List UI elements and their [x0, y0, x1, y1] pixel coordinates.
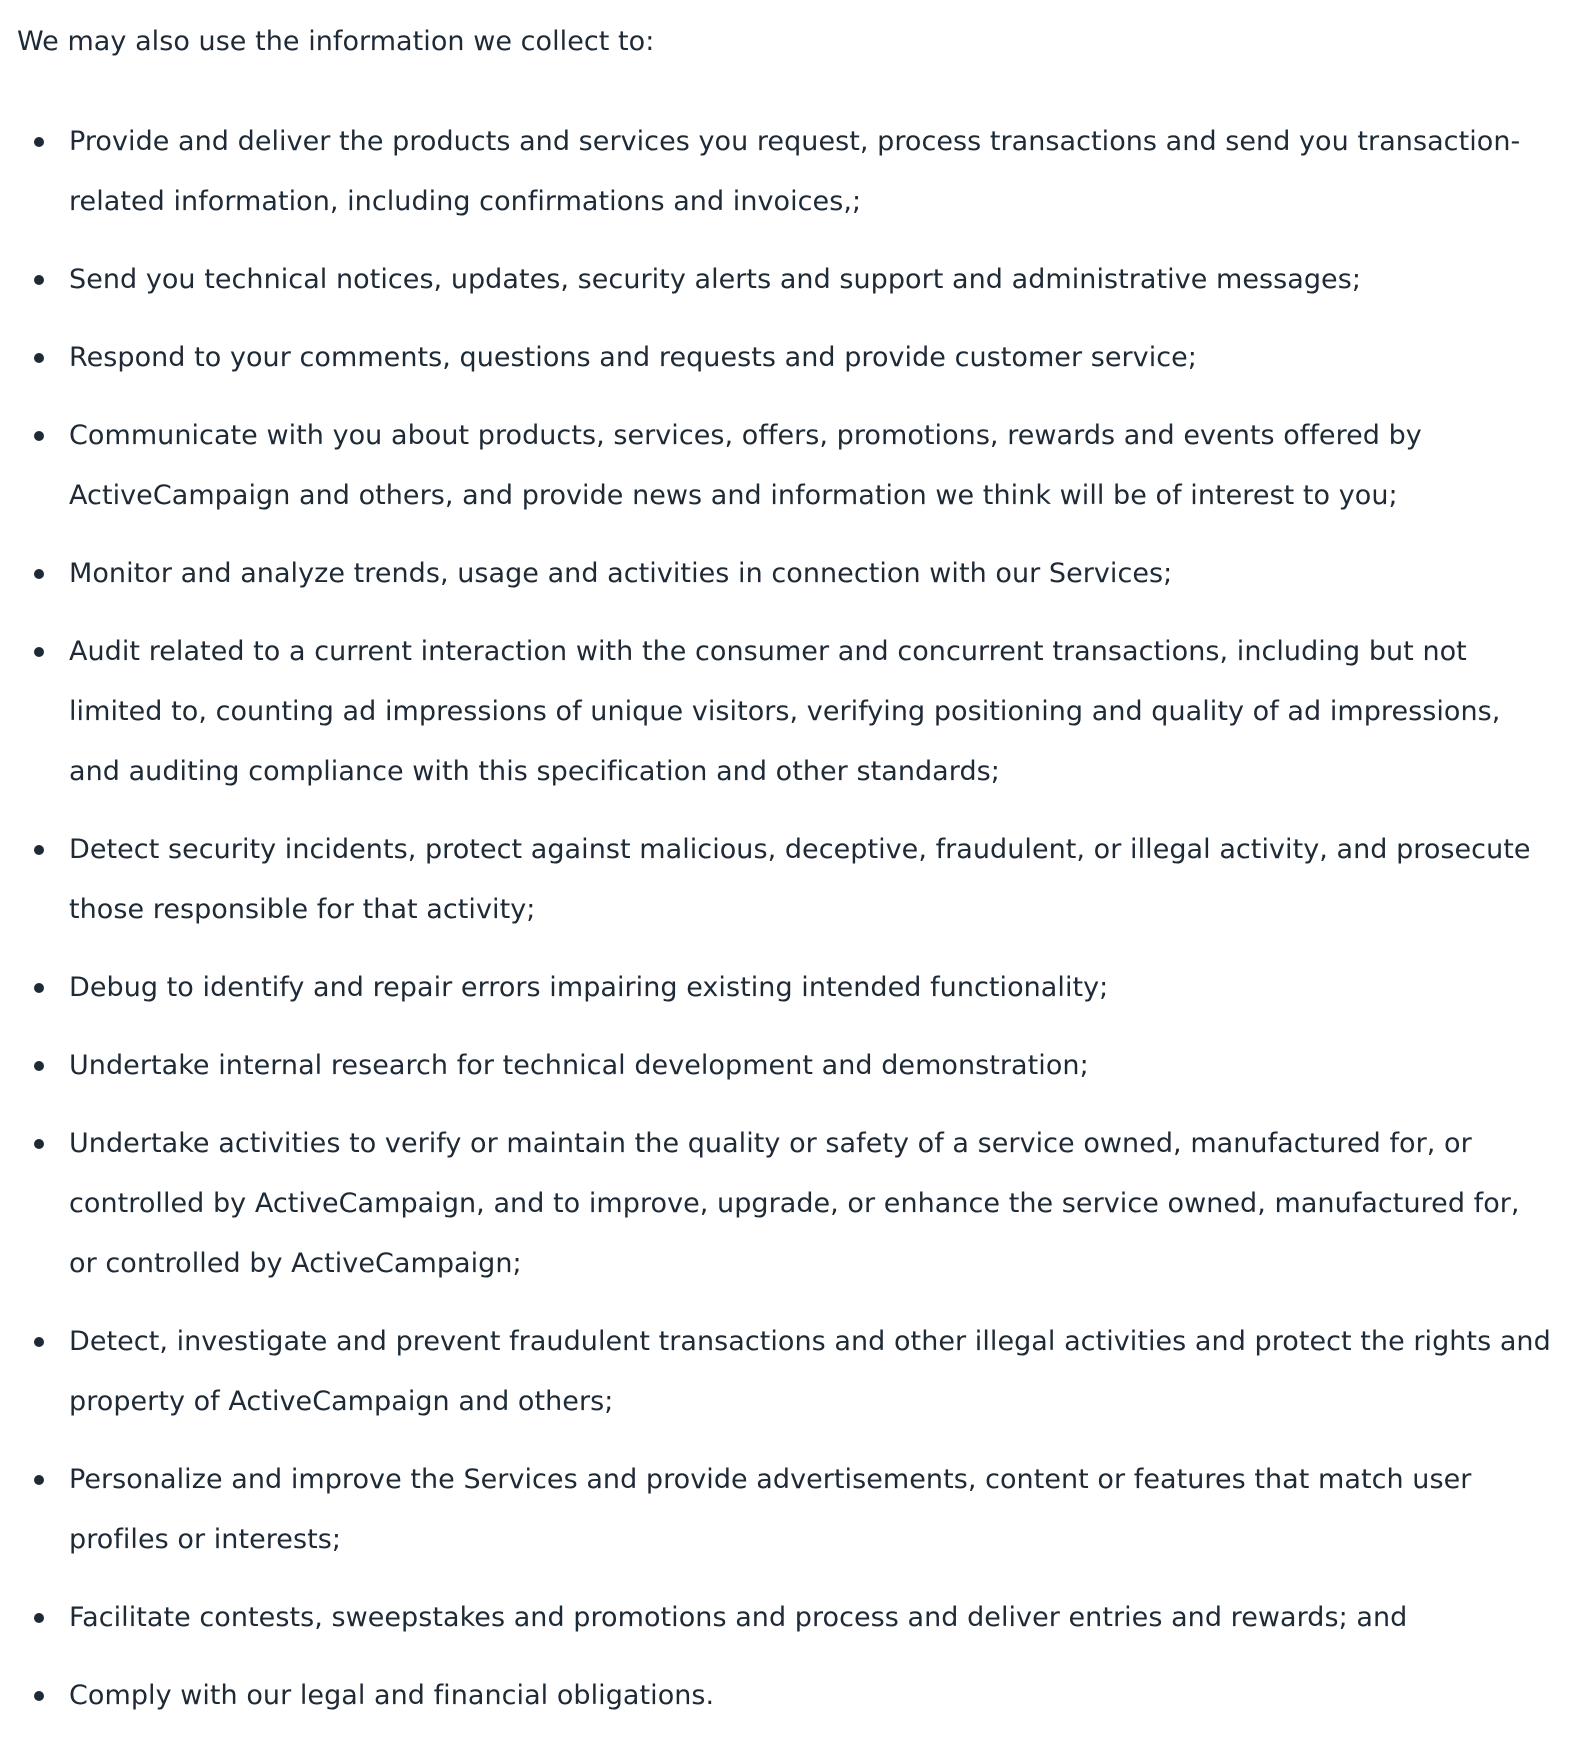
list-item-text: Audit related to a current interaction with the consumer and concurrent transactions, including but not limited to, counting ad impressions of unique visitors, verifying positioning and quality of ad impressions, and auditing compliance with this specification and other standards;: [69, 636, 1501, 787]
bullet-icon: [34, 1139, 44, 1149]
bullet-icon: [34, 569, 44, 579]
list-item: [17, 328, 1552, 388]
list-item-text: Undertake internal research for technical development and demonstration;: [69, 1050, 1089, 1081]
bullet-icon: [34, 1691, 44, 1701]
list-item: [17, 1114, 1552, 1294]
list-item: [17, 544, 1552, 604]
list-item-text: Communicate with you about products, services, offers, promotions, rewards and events offered by ActiveCampaign and others, and provide news and information we think will be of interest to you;: [69, 420, 1422, 511]
bullet-icon: [34, 275, 44, 285]
list-item-text: Detect, investigate and prevent fraudulent transactions and other illegal activities and protect the rights and property of ActiveCampaign and others;: [69, 1326, 1551, 1417]
bullet-icon: [34, 431, 44, 441]
list-item: [17, 1666, 1552, 1726]
list-item: [17, 820, 1552, 940]
bullet-icon: [34, 845, 44, 855]
list-item-text: Debug to identify and repair errors impairing existing intended functionality;: [69, 972, 1109, 1003]
list-item-text: Monitor and analyze trends, usage and activities in connection with our Services;: [69, 558, 1173, 589]
list-item-text: Detect security incidents, protect against malicious, deceptive, fraudulent, or illegal activity, and prosecute those responsible for that activity;: [69, 834, 1531, 925]
bullet-icon: [34, 1061, 44, 1071]
list-item: [17, 1312, 1552, 1432]
intro-text: We may also use the information we collect to:: [17, 26, 655, 57]
list-item: [17, 1450, 1552, 1570]
bullet-icon: [34, 1613, 44, 1623]
list-item-text: Provide and deliver the products and services you request, process transactions and send you transaction-related information, including confirmations and invoices,;: [69, 126, 1521, 217]
list-item: [17, 1036, 1552, 1096]
information-uses-list: [17, 112, 1552, 1726]
list-item-text: Personalize and improve the Services and provide advertisements, content or features that match user profiles or interests;: [69, 1464, 1472, 1555]
bullet-icon: [34, 1337, 44, 1347]
list-item-text: Send you technical notices, updates, security alerts and support and administrative messages;: [69, 264, 1361, 295]
list-item-text: Comply with our legal and financial obligations.: [69, 1680, 715, 1711]
bullet-icon: [34, 983, 44, 993]
list-item: [17, 406, 1552, 526]
list-item-text: Facilitate contests, sweepstakes and promotions and process and deliver entries and rewards; and: [69, 1602, 1408, 1633]
list-item: [17, 1588, 1552, 1648]
bullet-icon: [34, 647, 44, 657]
list-item-text: Undertake activities to verify or maintain the quality or safety of a service owned, manufactured for, or controlled by ActiveCampaign, and to improve, upgrade, or enhance the service owned, manufactured for, or controlled by ActiveCampaign;: [69, 1128, 1520, 1279]
list-item: [17, 958, 1552, 1018]
list-item: [17, 112, 1552, 232]
list-item: [17, 622, 1552, 802]
bullet-icon: [34, 353, 44, 363]
bullet-icon: [34, 1475, 44, 1485]
list-item: [17, 250, 1552, 310]
bullet-icon: [34, 137, 44, 147]
list-item-text: Respond to your comments, questions and requests and provide customer service;: [69, 342, 1197, 373]
